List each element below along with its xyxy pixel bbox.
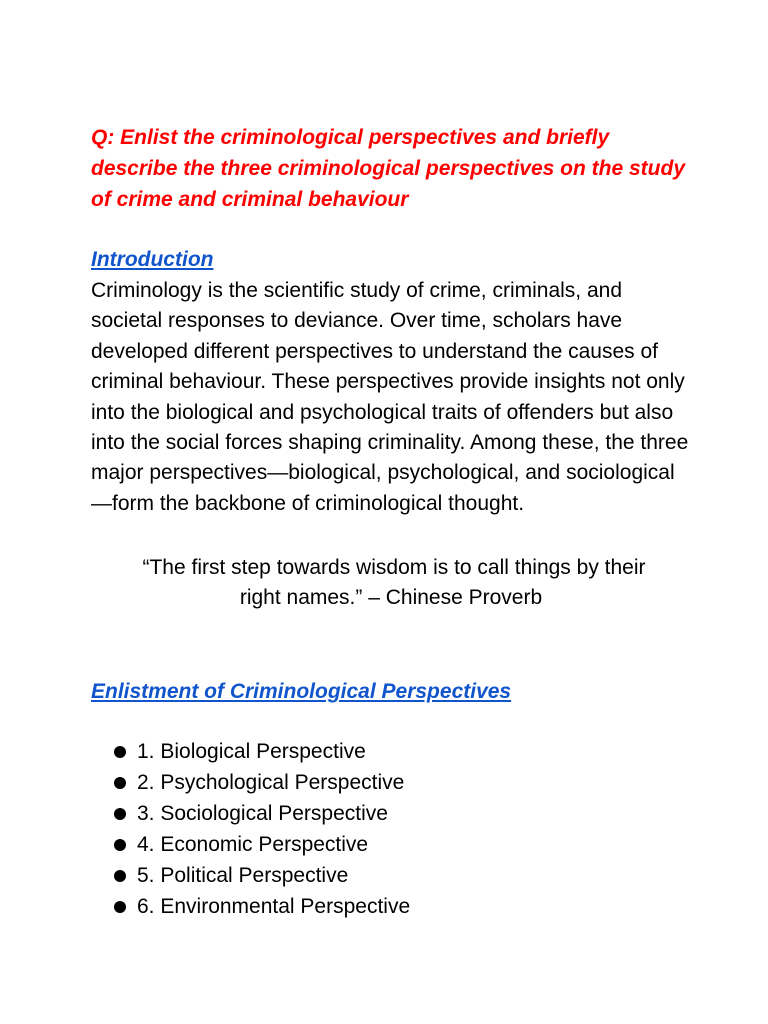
bullet-icon <box>114 870 126 882</box>
bullet-icon <box>114 746 126 758</box>
list-item-label: 1. Biological Perspective <box>137 740 366 763</box>
proverb-quote <box>91 553 691 614</box>
list-item <box>91 736 410 767</box>
question-text: Q: Enlist the criminological perspectives and briefly describe the three criminological perspectives on the study of crime and criminal behaviour <box>91 126 686 211</box>
introduction-heading-link[interactable]: Introduction <box>91 248 214 271</box>
list-item <box>91 767 410 798</box>
list-item-label: 5. Political Perspective <box>137 864 349 887</box>
list-item <box>91 860 410 891</box>
list-item <box>91 891 410 922</box>
list-item-label: 4. Economic Perspective <box>137 833 369 856</box>
enlistment-heading-link[interactable]: Enlistment of Criminological Perspectives <box>91 680 512 703</box>
perspective-list <box>91 736 410 922</box>
bullet-icon <box>114 901 126 913</box>
introduction-body: Criminology is the scientific study of crime, criminals, and societal responses to deviance. Over time, scholars have developed different perspectives to understand the causes of criminal behaviour. These perspectives provide insights not only into the biological and psychological traits of offenders but also into the social forces shaping criminality. Among these, the three major perspectives—biological, psychological, and sociological—form the backbone of criminological thought. <box>91 279 689 515</box>
list-item-label: 6. Environmental Perspective <box>137 895 411 918</box>
bullet-icon <box>114 777 126 789</box>
list-item-label: 2. Psychological Perspective <box>137 771 405 794</box>
list-item <box>91 798 410 829</box>
list-item-label: 3. Sociological Perspective <box>137 802 388 825</box>
quote-line-1: “The first step towards wisdom is to call things by their <box>142 556 646 579</box>
quote-line-2: right names.” – Chinese Proverb <box>239 586 543 610</box>
bullet-icon <box>114 839 126 851</box>
list-item <box>91 829 410 860</box>
bullet-icon <box>114 808 126 820</box>
